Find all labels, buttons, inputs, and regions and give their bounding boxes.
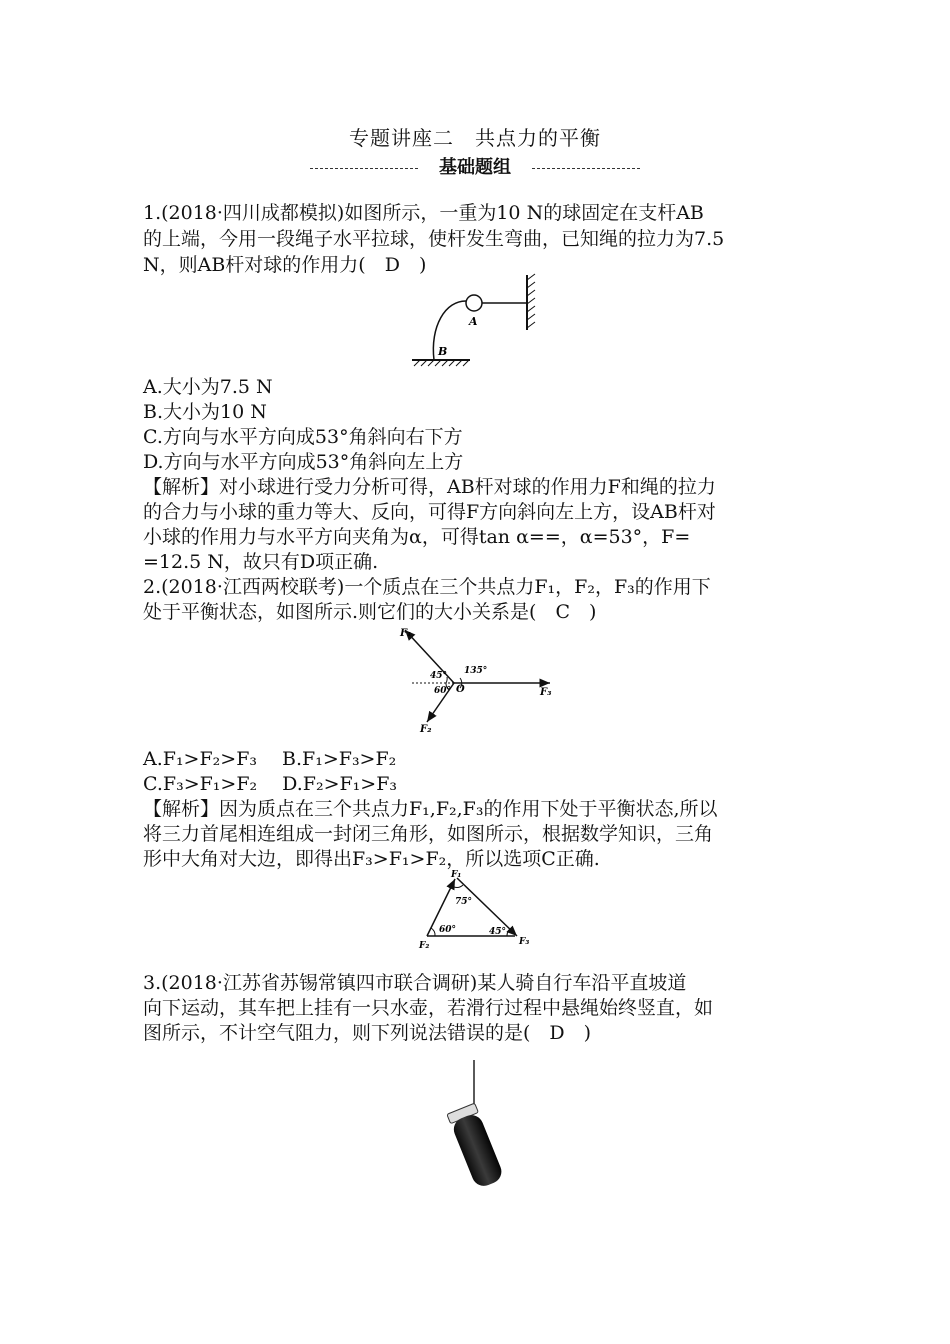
section-header <box>310 155 640 181</box>
q3-stem-line-3: 图所示，不计空气阻力，则下列说法错误的是( D ) <box>143 1022 592 1044</box>
section-label: 基础题组 <box>439 157 511 178</box>
q2-analysis-line-1: 【解析】因为质点在三个共点力F₁,F₂,F₃的作用下处于平衡状态,所以 <box>143 798 718 820</box>
q1-stem-line-3: N，则AB杆对球的作用力( D ) <box>143 254 427 276</box>
q2-label-f1: F₁ <box>400 628 412 639</box>
q2-stem-line-2: 处于平衡状态，如图所示.则它们的大小关系是( C ) <box>143 601 597 623</box>
q1-option-b: B.大小为10 N <box>143 401 267 423</box>
page-title: 专题讲座二 共点力的平衡 <box>349 126 601 150</box>
q1-stem-line-2: 的上端，今用一段绳子水平拉球，使杆发生弯曲，已知绳的拉力为7.5 <box>143 228 725 250</box>
q2-analysis-line-2: 将三力首尾相连组成一封闭三角形，如图所示，根据数学知识，三角 <box>143 823 714 845</box>
q2-tri-label-f2: F₂ <box>419 941 430 951</box>
q2-stem-line-1: 2.(2018·江西两校联考)一个质点在三个共点力F₁，F₂，F₃的作用下 <box>143 576 711 598</box>
q3-figure-hanging-kettle <box>420 1060 530 1200</box>
q2-tri-angle-60: 60° <box>439 925 457 935</box>
q2-analysis-line-3: 形中大角对大边，即得出F₃>F₁>F₂，所以选项C正确. <box>143 848 600 870</box>
q2-label-f3: F₃ <box>540 687 552 698</box>
q1-analysis-line-3: 小球的作用力与水平方向夹角为α，可得tan α==，α=53°，F= <box>143 526 691 548</box>
q2-tri-label-f1: F₁ <box>451 870 462 880</box>
q1-analysis-line-4: =12.5 N，故只有D项正确. <box>143 551 379 573</box>
q1-analysis-line-2: 的合力与小球的重力等大、反向，可得F方向斜向左上方，设AB杆对 <box>143 501 716 523</box>
q2-options-line-2: C.F₃>F₁>F₂ D.F₂>F₁>F₃ <box>143 773 398 795</box>
q2-tri-angle-45: 45° <box>489 927 507 937</box>
q1-label-b: B <box>438 345 448 358</box>
q1-option-d: D.方向与水平方向成53°角斜向左上方 <box>143 451 464 473</box>
q2-angle-60: 60° <box>434 686 452 696</box>
q2-figure-force-triangle <box>415 866 540 952</box>
q2-label-o: O <box>456 684 465 695</box>
q2-label-f2: F₂ <box>420 724 432 735</box>
q3-stem-line-2: 向下运动，其车把上挂有一只水壶，若滑行过程中悬绳始终竖直，如 <box>143 997 714 1019</box>
q1-figure-rod-ball <box>400 272 550 372</box>
q2-angle-45: 45° <box>430 671 448 681</box>
q2-tri-label-f3: F₃ <box>519 937 530 947</box>
q3-stem-line-1: 3.(2018·江苏省苏锡常镇四市联合调研)某人骑自行车沿平直坡道 <box>143 972 687 994</box>
q2-options-line-1: A.F₁>F₂>F₃ B.F₁>F₃>F₂ <box>143 748 397 770</box>
q1-analysis-line-1: 【解析】对小球进行受力分析可得，AB杆对球的作用力F和绳的拉力 <box>143 476 716 498</box>
q1-option-a: A.大小为7.5 N <box>143 376 273 398</box>
q2-angle-135: 135° <box>464 666 488 676</box>
q1-stem-line-1: 1.(2018·四川成都模拟)如图所示，一重为10 N的球固定在支杆AB <box>143 202 704 224</box>
q1-option-c: C.方向与水平方向成53°角斜向右下方 <box>143 426 463 448</box>
q2-tri-angle-75: 75° <box>455 897 473 907</box>
q1-label-a: A <box>469 315 478 328</box>
q2-figure-three-forces <box>390 620 570 740</box>
